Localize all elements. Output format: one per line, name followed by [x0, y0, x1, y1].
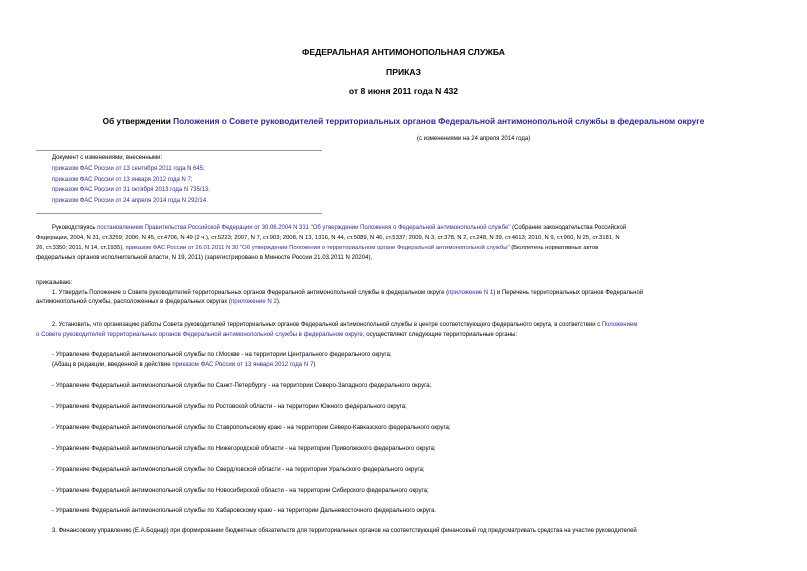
p3-line-1: 3. Финансовому управлению (Е.А.Боднар) при формировании бюджетных обязательств для территориальных органов на соответствующий финансовый год предусматривать средства на участие руководителей	[52, 528, 637, 534]
history-intro: Документ с изменениями, внесенными:	[52, 155, 163, 161]
list-item-khab: - Управление Федеральной антимонопольной службы по Хабаровскому краю - на территории Дальневосточного федерального округа.	[52, 507, 437, 514]
basis-line-4: федеральных органов исполнительной власти, N 19, 2011) (зарегистрировано в Минюсте России 21.03.2011 N 20204),	[36, 254, 373, 261]
order-date-number: от 8 июня 2011 года N 432	[348, 86, 459, 96]
appendix-2-link[interactable]: приложение N 2	[231, 298, 277, 305]
document-title	[0, 116, 807, 126]
list-item-moscow-note: (Абзац в редакции, введенной в действие приказом ФАС России от 13 января 2012 года N 7)	[52, 361, 316, 368]
history-link-4[interactable]: приказом ФАС России от 24 апреля 2014 года N 292/14.	[52, 198, 208, 204]
moscow-note-link[interactable]: приказом ФАС России от 13 января 2012 года N 7	[172, 361, 314, 368]
list-item-spb: - Управление Федеральной антимонопольной службы по Санкт-Петербургу - на территории Северо-Западного федерального округа;	[52, 382, 432, 389]
doc-type: ПРИКАЗ	[386, 67, 421, 77]
basis-line-2: Федерации, 2004, N 31, ст.3259; 2006, N 45, ст.4706, N 49 (2 ч.), ст.5223; 2007, N 7, ст.903; 2008, N 13, 1316, N 44, ст.5089, N 46, ст.5337; 2009, N 3, ст.378, N 2, ст.248, N 39, ст.4613; 2010, N 9, ст.960, N 25, ст.3181, N	[36, 235, 620, 241]
regulation-link-a[interactable]: Положением	[601, 322, 638, 328]
order-word: приказываю:	[36, 279, 73, 286]
appendix-1-link[interactable]: приложение N 1	[448, 290, 494, 296]
p2-line-1: 2. Установить, что организацию работы Совета руководителей территориальных органов Федеральной антимонопольной службы в центре соответствующего федерального округа, в соответствии с Положением	[52, 322, 638, 328]
history-link-2[interactable]: приказом ФАС России от 13 января 2012 года N 7;	[52, 177, 193, 183]
regulation-link-b[interactable]: о Совете руководителей территориальных органов Федеральной антимонопольной службы в федеральном округе	[36, 331, 363, 338]
basis-link-1[interactable]: постановлением Правительства Российской Федерации от 30.06.2004 N 331 "Об утверждении Положения о Федеральной антимонопольной службе"	[97, 225, 511, 231]
list-item-stavropol: - Управление Федеральной антимонопольной службы по Ставропольскому краю - на территории Северо-Кавказского федерального округа;	[52, 424, 451, 431]
p1-line-2: антимонопольной службы, расположенных в федеральных округах (приложение N 2).	[36, 298, 281, 305]
basis-line-3: 26, ст.3350; 2011, N 14, ст.1935), приказом ФАС России от 26.01.2011 N 30 "Об утверждении Положения о территориальном органе Федеральной антимонопольной службы" (Бюллетень нормативных актов	[36, 245, 599, 251]
list-item-sverdl: - Управление Федеральной антимонопольной службы по Свердловской области - на территории Уральского федерального округа;	[52, 466, 425, 473]
p2-line-2: о Совете руководителей территориальных органов Федеральной антимонопольной службы в федеральном округе, осуществляют следующие территориальные органы:	[36, 331, 518, 338]
basis-line-1: Руководствуясь постановлением Правительства Российской Федерации от 30.06.2004 N 331 "Об утверждении Положения о Федеральной антимонопольной службе" (Собрание законодательства Российской	[52, 225, 627, 231]
org-name: ФЕДЕРАЛЬНАЯ АНТИМОНОПОЛЬНАЯ СЛУЖБА	[302, 47, 505, 57]
divider-top	[36, 150, 322, 151]
basis-link-2[interactable]: приказом ФАС России от 26.01.2011 N 30 "Об утверждении Положения о территориальном органе Федеральной антимонопольной службы"	[125, 245, 510, 251]
list-item-nnov: - Управление Федеральной антимонопольной службы по Нижегородской области - на территории Приволжского федерального округа;	[52, 445, 436, 452]
title-prefix: Об утверждении	[102, 116, 174, 126]
history-link-3[interactable]: приказом ФАС России от 31 октября 2013 года N 735/13;	[52, 187, 210, 193]
list-item-moscow: - Управление Федеральной антимонопольной службы по г.Москве - на территории Центрального федерального округа;	[52, 351, 392, 358]
changes-note: (с изменениями на 24 апреля 2014 года)	[417, 136, 531, 142]
divider-bottom	[36, 213, 322, 214]
title-link[interactable]: Положения о Совете руководителей территориальных органов Федеральной антимонопольной службы в федеральном округе	[173, 116, 705, 126]
history-link-1[interactable]: приказом ФАС России от 13 сентября 2011 года N 645;	[52, 166, 205, 172]
list-item-nsk: - Управление Федеральной антимонопольной службы по Новосибирской области - на территории Сибирского федерального округа;	[52, 487, 429, 494]
list-item-rostov: - Управление Федеральной антимонопольной службы по Ростовской области - на территории Южного федерального округа;	[52, 403, 407, 410]
p1-line-1: 1. Утвердить Положение о Совете руководителей территориальных органов Федеральной антимонопольной службы в федеральном округе (приложение N 1) и Перечень территориальных органов Федеральной	[52, 290, 644, 296]
